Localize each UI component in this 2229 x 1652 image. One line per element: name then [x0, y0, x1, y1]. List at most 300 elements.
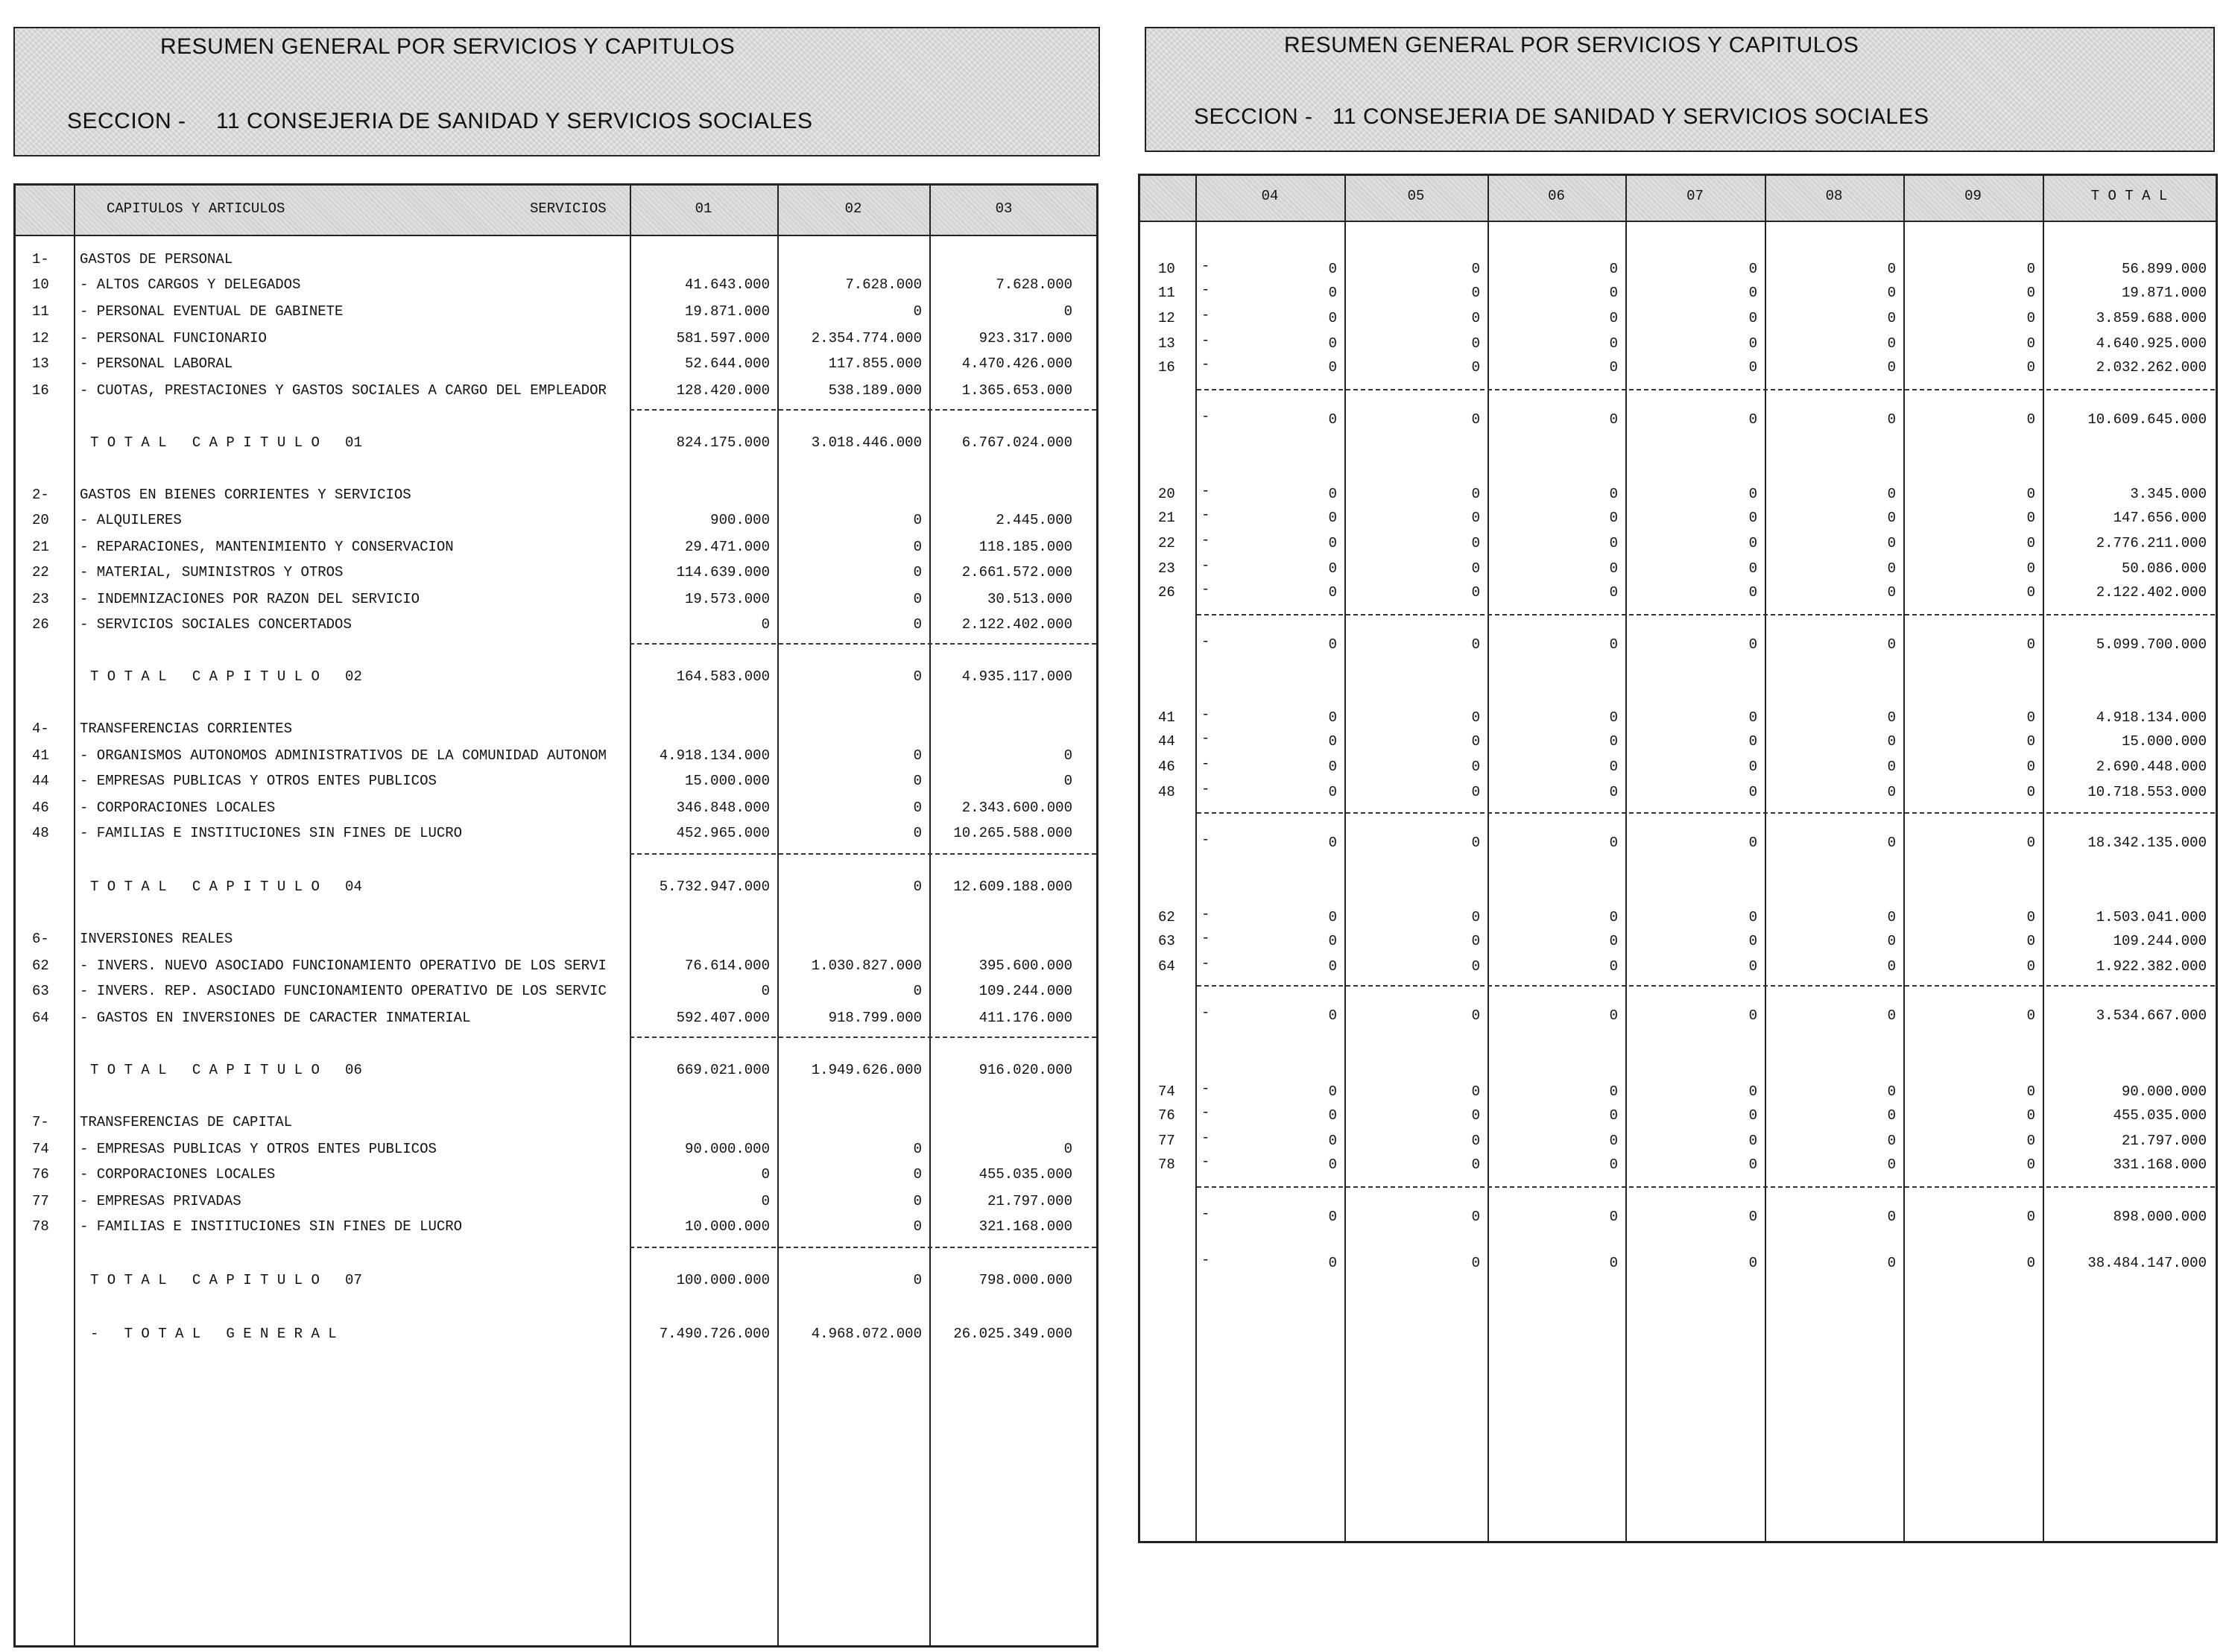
value-01: 76.614.000: [684, 958, 770, 974]
value-07: 0: [1748, 909, 1757, 925]
value-08: 0: [1887, 411, 1896, 428]
value-02: 538.189.000: [828, 382, 922, 399]
value-07: 0: [1748, 285, 1757, 301]
value-06: 0: [1609, 759, 1618, 775]
value-02: 3.018.446.000: [811, 434, 922, 451]
chapter-total-divider: [1197, 389, 2215, 390]
value-01: 90.000.000: [684, 1141, 770, 1157]
row-total-value: 21.797.000: [2121, 1133, 2207, 1149]
value-06: 0: [1609, 261, 1618, 277]
value-03: 6.767.024.000: [961, 434, 1072, 451]
row-total-value: 2.032.262.000: [2096, 359, 2207, 376]
row-code: 22: [32, 564, 49, 580]
value-08: 0: [1887, 759, 1896, 775]
row-code: 78: [32, 1218, 49, 1235]
col-header-09: 09: [1964, 188, 1982, 204]
col-header-articles: CAPITULOS Y ARTICULOS: [107, 200, 285, 217]
row-code: 62: [32, 958, 49, 974]
value-01: 10.000.000: [684, 1218, 770, 1235]
row-dash: -: [1201, 1104, 1210, 1121]
row-dash: -: [1201, 1130, 1210, 1146]
row-description: - REPARACIONES, MANTENIMIENTO Y CONSERVACION: [80, 539, 454, 555]
value-05: 0: [1471, 784, 1480, 800]
col-header-05: 05: [1407, 188, 1425, 204]
row-code: 63: [32, 983, 49, 999]
value-02: 0: [913, 747, 922, 764]
row-description: - CORPORACIONES LOCALES: [80, 1166, 276, 1183]
value-01: 114.639.000: [676, 564, 770, 580]
value-06: 0: [1609, 335, 1618, 352]
value-07: 0: [1748, 510, 1757, 526]
value-05: 0: [1471, 636, 1480, 653]
value-07: 0: [1748, 636, 1757, 653]
row-dash: -: [1201, 408, 1210, 425]
row-code: 2-: [32, 487, 49, 503]
row-code: 20: [32, 512, 49, 528]
row-code: 46: [1158, 759, 1175, 775]
value-06: 0: [1609, 636, 1618, 653]
value-06: 0: [1609, 835, 1618, 851]
value-06: 0: [1609, 411, 1618, 428]
value-04: 0: [1328, 759, 1337, 775]
col-header-06: 06: [1548, 188, 1565, 204]
row-code: 21: [1158, 510, 1175, 526]
value-06: 0: [1609, 510, 1618, 526]
value-08: 0: [1887, 733, 1896, 750]
row-code: 12: [32, 330, 49, 346]
col-header-04: 04: [1261, 188, 1279, 204]
value-08: 0: [1887, 261, 1896, 277]
row-total-value: 2.122.402.000: [2096, 584, 2207, 601]
row-code: 46: [32, 800, 49, 816]
value-03: 1.365.653.000: [961, 382, 1072, 399]
row-dash: -: [1201, 356, 1210, 373]
right-section-label: SECCION -: [1194, 104, 1313, 129]
row-code: 13: [32, 355, 49, 372]
row-code: 64: [32, 1010, 49, 1026]
value-06: 0: [1609, 1209, 1618, 1225]
value-05: 0: [1471, 733, 1480, 750]
value-03: 10.265.588.000: [953, 825, 1072, 841]
value-09: 0: [2026, 335, 2035, 352]
value-07: 0: [1748, 359, 1757, 376]
row-description: GASTOS DE PERSONAL: [80, 251, 233, 268]
row-dash: -: [1201, 1206, 1210, 1222]
value-09: 0: [2026, 636, 2035, 653]
value-07: 0: [1748, 1107, 1757, 1124]
col-header-services: SERVICIOS: [530, 200, 607, 217]
value-01: 0: [761, 1166, 770, 1183]
value-01: 581.597.000: [676, 330, 770, 346]
row-code: 74: [32, 1141, 49, 1157]
value-06: 0: [1609, 733, 1618, 750]
value-01: 452.965.000: [676, 825, 770, 841]
value-02: 1.949.626.000: [811, 1062, 922, 1078]
right-divider-07: [1765, 176, 1766, 1541]
chapter-total-divider: [1197, 812, 2215, 814]
value-02: 0: [913, 983, 922, 999]
row-code: 1-: [32, 251, 49, 268]
row-dash: -: [1201, 706, 1210, 723]
value-09: 0: [2026, 411, 2035, 428]
value-03: 395.600.000: [978, 958, 1072, 974]
value-08: 0: [1887, 1083, 1896, 1100]
row-description: - EMPRESAS PUBLICAS Y OTROS ENTES PUBLICOS: [80, 1141, 437, 1157]
value-09: 0: [2026, 510, 2035, 526]
row-description: - INDEMNIZACIONES POR RAZON DEL SERVICIO: [80, 591, 420, 607]
value-02: 7.628.000: [845, 276, 922, 293]
chapter-total-label: T O T A L C A P I T U L O 04: [90, 879, 362, 895]
value-04: 0: [1328, 1156, 1337, 1173]
right-divider-04: [1344, 176, 1346, 1541]
value-07: 0: [1748, 1007, 1757, 1024]
value-01: 592.407.000: [676, 1010, 770, 1026]
value-07: 0: [1748, 1255, 1757, 1271]
row-code: 44: [1158, 733, 1175, 750]
value-05: 0: [1471, 535, 1480, 551]
value-03: 916.020.000: [978, 1062, 1072, 1078]
value-02: 0: [913, 616, 922, 633]
value-04: 0: [1328, 1255, 1337, 1271]
row-description: INVERSIONES REALES: [80, 931, 233, 947]
value-08: 0: [1887, 359, 1896, 376]
row-code: 76: [32, 1166, 49, 1183]
value-08: 0: [1887, 1133, 1896, 1149]
value-06: 0: [1609, 958, 1618, 975]
row-total-value: 56.899.000: [2121, 261, 2207, 277]
value-04: 0: [1328, 709, 1337, 726]
row-total-value: 3.534.667.000: [2096, 1007, 2207, 1024]
value-01: 669.021.000: [676, 1062, 770, 1078]
value-07: 0: [1748, 486, 1757, 502]
row-description: - SERVICIOS SOCIALES CONCERTADOS: [80, 616, 352, 633]
value-05: 0: [1471, 1255, 1480, 1271]
row-description: - EMPRESAS PUBLICAS Y OTROS ENTES PUBLICOS: [80, 773, 437, 789]
value-08: 0: [1887, 310, 1896, 326]
value-03: 2.122.402.000: [961, 616, 1072, 633]
value-03: 0: [1063, 773, 1072, 789]
value-08: 0: [1887, 1255, 1896, 1271]
right-table: [1138, 174, 2218, 1543]
grand-total-value: 38.484.147.000: [2087, 1255, 2207, 1271]
value-03: 455.035.000: [978, 1166, 1072, 1183]
left-divider-02: [777, 186, 779, 1645]
chapter-total-label: T O T A L C A P I T U L O 07: [90, 1272, 362, 1288]
value-07: 0: [1748, 560, 1757, 577]
row-code: 23: [32, 591, 49, 607]
value-09: 0: [2026, 310, 2035, 326]
row-code: 21: [32, 539, 49, 555]
row-total-value: 18.342.135.000: [2087, 835, 2207, 851]
value-04: 0: [1328, 510, 1337, 526]
row-dash: -: [1201, 581, 1210, 598]
value-03: 12.609.188.000: [953, 879, 1072, 895]
value-02: 0: [913, 825, 922, 841]
chapter-total-divider: [630, 1037, 1096, 1038]
row-description: - INVERS. REP. ASOCIADO FUNCIONAMIENTO OPERATIVO DE LOS SERVIC: [80, 983, 607, 999]
value-08: 0: [1887, 835, 1896, 851]
value-06: 0: [1609, 709, 1618, 726]
value-06: 0: [1609, 359, 1618, 376]
value-09: 0: [2026, 1007, 2035, 1024]
value-04: 0: [1328, 1083, 1337, 1100]
value-02: 0: [913, 800, 922, 816]
value-05: 0: [1471, 560, 1480, 577]
value-03: 2.343.600.000: [961, 800, 1072, 816]
row-code: 11: [32, 303, 49, 320]
row-total-value: 19.871.000: [2121, 285, 2207, 301]
row-total-value: 50.086.000: [2121, 560, 2207, 577]
value-01: 29.471.000: [684, 539, 770, 555]
left-header-box: [13, 27, 1100, 156]
value-08: 0: [1887, 784, 1896, 800]
value-05: 0: [1471, 510, 1480, 526]
value-02: 0: [913, 1272, 922, 1288]
value-04: 0: [1328, 285, 1337, 301]
right-divider-05: [1487, 176, 1489, 1541]
value-02: 0: [913, 512, 922, 528]
value-01: 164.583.000: [676, 668, 770, 685]
row-code: 10: [32, 276, 49, 293]
value-04: 0: [1328, 1209, 1337, 1225]
value-02: 0: [913, 1166, 922, 1183]
row-dash: -: [1201, 282, 1210, 298]
row-dash: -: [1201, 781, 1210, 797]
value-02: 0: [913, 539, 922, 555]
value-08: 0: [1887, 1007, 1896, 1024]
row-code: 26: [1158, 584, 1175, 601]
row-description: - PERSONAL LABORAL: [80, 355, 233, 372]
value-04: 0: [1328, 310, 1337, 326]
value-06: 0: [1609, 584, 1618, 601]
value-04: 0: [1328, 535, 1337, 551]
right-divider-06: [1625, 176, 1627, 1541]
left-table: [13, 183, 1098, 1648]
row-dash: -: [1201, 1004, 1210, 1021]
value-05: 0: [1471, 909, 1480, 925]
row-description: - CORPORACIONES LOCALES: [80, 800, 276, 816]
value-01: 0: [761, 983, 770, 999]
value-08: 0: [1887, 560, 1896, 577]
row-total-value: 2.776.211.000: [2096, 535, 2207, 551]
value-05: 0: [1471, 1156, 1480, 1173]
value-04: 0: [1328, 335, 1337, 352]
value-07: 0: [1748, 584, 1757, 601]
value-05: 0: [1471, 1107, 1480, 1124]
row-total-value: 4.640.925.000: [2096, 335, 2207, 352]
row-code: 63: [1158, 933, 1175, 949]
row-description: - INVERS. NUEVO ASOCIADO FUNCIONAMIENTO OPERATIVO DE LOS SERVI: [80, 958, 607, 974]
value-05: 0: [1471, 759, 1480, 775]
value-04: 0: [1328, 933, 1337, 949]
value-03: 2.445.000: [996, 512, 1072, 528]
value-03: 798.000.000: [978, 1272, 1072, 1288]
chapter-total-label: - T O T A L G E N E R A L: [90, 1326, 337, 1342]
value-04: 0: [1328, 584, 1337, 601]
row-description: - ALQUILERES: [80, 512, 182, 528]
value-05: 0: [1471, 835, 1480, 851]
value-05: 0: [1471, 335, 1480, 352]
value-01: 346.848.000: [676, 800, 770, 816]
value-09: 0: [2026, 784, 2035, 800]
value-09: 0: [2026, 359, 2035, 376]
value-02: 0: [913, 668, 922, 685]
value-04: 0: [1328, 486, 1337, 502]
value-01: 52.644.000: [684, 355, 770, 372]
row-total-value: 4.918.134.000: [2096, 709, 2207, 726]
row-description: - ALTOS CARGOS Y DELEGADOS: [80, 276, 301, 293]
right-divider-09: [2043, 176, 2044, 1541]
row-code: 20: [1158, 486, 1175, 502]
value-07: 0: [1748, 1133, 1757, 1149]
col-header-07: 07: [1686, 188, 1704, 204]
row-dash: -: [1201, 1080, 1210, 1097]
value-03: 321.168.000: [978, 1218, 1072, 1235]
row-code: 26: [32, 616, 49, 633]
row-code: 76: [1158, 1107, 1175, 1124]
value-08: 0: [1887, 636, 1896, 653]
value-05: 0: [1471, 709, 1480, 726]
value-06: 0: [1609, 1083, 1618, 1100]
row-total-value: 3.859.688.000: [2096, 310, 2207, 326]
row-description: - FAMILIAS E INSTITUCIONES SIN FINES DE LUCRO: [80, 825, 463, 841]
value-01: 19.871.000: [684, 303, 770, 320]
row-code: 64: [1158, 958, 1175, 975]
left-table-header: [16, 186, 1096, 236]
value-03: 2.661.572.000: [961, 564, 1072, 580]
value-09: 0: [2026, 933, 2035, 949]
row-description: - CUOTAS, PRESTACIONES Y GASTOS SOCIALES A CARGO DEL EMPLEADOR: [80, 382, 607, 399]
value-09: 0: [2026, 909, 2035, 925]
row-code: 7-: [32, 1114, 49, 1130]
row-description: - PERSONAL EVENTUAL DE GABINETE: [80, 303, 344, 320]
value-05: 0: [1471, 285, 1480, 301]
value-06: 0: [1609, 933, 1618, 949]
value-02: 0: [913, 303, 922, 320]
value-08: 0: [1887, 958, 1896, 975]
row-total-value: 331.168.000: [2113, 1156, 2207, 1173]
value-04: 0: [1328, 784, 1337, 800]
col-header-08: 08: [1825, 188, 1843, 204]
value-06: 0: [1609, 909, 1618, 925]
value-04: 0: [1328, 1007, 1337, 1024]
chapter-total-divider: [630, 643, 1096, 645]
row-dash: -: [1201, 930, 1210, 946]
value-05: 0: [1471, 933, 1480, 949]
value-07: 0: [1748, 335, 1757, 352]
value-02: 0: [913, 879, 922, 895]
row-dash: -: [1201, 557, 1210, 574]
value-01: 15.000.000: [684, 773, 770, 789]
value-02: 0: [913, 1193, 922, 1209]
value-09: 0: [2026, 486, 2035, 502]
row-code: 41: [32, 747, 49, 764]
value-01: 41.643.000: [684, 276, 770, 293]
chapter-total-label: T O T A L C A P I T U L O 02: [90, 668, 362, 685]
left-section-label: SECCION -: [67, 109, 186, 133]
value-02: 0: [913, 591, 922, 607]
value-08: 0: [1887, 335, 1896, 352]
value-09: 0: [2026, 759, 2035, 775]
row-total-value: 1.503.041.000: [2096, 909, 2207, 925]
value-07: 0: [1748, 784, 1757, 800]
row-total-value: 109.244.000: [2113, 933, 2207, 949]
value-04: 0: [1328, 1107, 1337, 1124]
row-dash: -: [1201, 507, 1210, 523]
value-03: 21.797.000: [987, 1193, 1072, 1209]
value-06: 0: [1609, 1255, 1618, 1271]
value-02: 0: [913, 1218, 922, 1235]
row-code: 16: [32, 382, 49, 399]
row-description: - GASTOS EN INVERSIONES DE CARACTER INMATERIAL: [80, 1010, 471, 1026]
row-description: - PERSONAL FUNCIONARIO: [80, 330, 267, 346]
left-section-name: 11 CONSEJERIA DE SANIDAD Y SERVICIOS SOCIALES: [216, 109, 813, 133]
row-code: 23: [1158, 560, 1175, 577]
value-09: 0: [2026, 560, 2035, 577]
value-05: 0: [1471, 584, 1480, 601]
right-divider-08: [1903, 176, 1905, 1541]
row-code: 77: [1158, 1133, 1175, 1149]
chapter-total-divider: [630, 409, 1096, 411]
value-09: 0: [2026, 584, 2035, 601]
value-04: 0: [1328, 636, 1337, 653]
chapter-total-divider: [1197, 985, 2215, 987]
value-03: 4.470.426.000: [961, 355, 1072, 372]
row-total-value: 1.922.382.000: [2096, 958, 2207, 975]
value-04: 0: [1328, 1133, 1337, 1149]
left-divider-01: [630, 186, 631, 1645]
value-06: 0: [1609, 310, 1618, 326]
value-02: 4.968.072.000: [811, 1326, 922, 1342]
value-02: 0: [913, 773, 922, 789]
left-divider-03: [929, 186, 931, 1645]
value-07: 0: [1748, 261, 1757, 277]
row-total-value: 2.690.448.000: [2096, 759, 2207, 775]
row-code: 77: [32, 1193, 49, 1209]
row-total-value: 90.000.000: [2121, 1083, 2207, 1100]
value-04: 0: [1328, 359, 1337, 376]
row-code: 62: [1158, 909, 1175, 925]
value-04: 0: [1328, 909, 1337, 925]
row-description: - FAMILIAS E INSTITUCIONES SIN FINES DE LUCRO: [80, 1218, 463, 1235]
value-03: 118.185.000: [978, 539, 1072, 555]
value-03: 923.317.000: [978, 330, 1072, 346]
row-dash: -: [1201, 1252, 1210, 1268]
value-07: 0: [1748, 835, 1757, 851]
value-08: 0: [1887, 933, 1896, 949]
value-08: 0: [1887, 709, 1896, 726]
value-07: 0: [1748, 958, 1757, 975]
row-dash: -: [1201, 906, 1210, 922]
value-02: 0: [913, 1141, 922, 1157]
row-total-value: 3.345.000: [2130, 486, 2207, 502]
value-02: 2.354.774.000: [811, 330, 922, 346]
value-06: 0: [1609, 1007, 1618, 1024]
value-06: 0: [1609, 486, 1618, 502]
left-divider-code: [74, 186, 75, 1645]
value-09: 0: [2026, 1083, 2035, 1100]
chapter-total-divider: [630, 1247, 1096, 1248]
row-dash: -: [1201, 633, 1210, 650]
row-code: 78: [1158, 1156, 1175, 1173]
value-04: 0: [1328, 733, 1337, 750]
value-04: 0: [1328, 261, 1337, 277]
row-code: 41: [1158, 709, 1175, 726]
col-header-03: 03: [995, 200, 1013, 217]
value-07: 0: [1748, 535, 1757, 551]
chapter-total-divider: [1197, 614, 2215, 615]
value-06: 0: [1609, 1107, 1618, 1124]
